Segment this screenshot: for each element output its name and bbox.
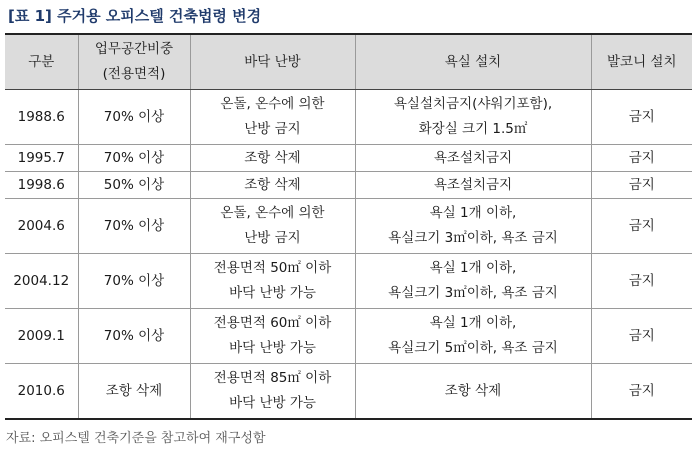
table-title: [표 1] 주거용 오피스텔 건축법령 변경 bbox=[8, 7, 262, 25]
cell-bathroom bbox=[355, 254, 591, 309]
regulation-table-container bbox=[5, 33, 692, 420]
cell-ratio: 50% 이상 bbox=[78, 172, 190, 199]
cell-ratio: 70% 이상 bbox=[78, 145, 190, 172]
cell-balcony: 금지 bbox=[591, 254, 692, 309]
cell-floor-heating bbox=[190, 254, 355, 309]
cell-bath-line1: 욕실 1개 이하, bbox=[429, 205, 517, 221]
cell-floor-line1: 전용면적 85㎡ 이하 bbox=[213, 370, 332, 386]
cell-bathroom bbox=[355, 199, 591, 254]
cell-bathroom bbox=[355, 309, 591, 364]
header-office-ratio-line2: (전용면적) bbox=[102, 66, 166, 82]
header-office-ratio-line1: 업무공간비중 bbox=[94, 41, 174, 57]
header-bathroom: 욕실 설치 bbox=[355, 34, 591, 90]
cell-period: 1988.6 bbox=[5, 90, 78, 145]
table-row bbox=[5, 145, 692, 172]
table-header-row bbox=[5, 34, 692, 90]
header-floor-heating: 바닥 난방 bbox=[190, 34, 355, 90]
cell-floor-line1: 전용면적 60㎡ 이하 bbox=[213, 315, 332, 331]
cell-floor-line1: 전용면적 50㎡ 이하 bbox=[213, 260, 332, 276]
header-office-ratio bbox=[78, 34, 190, 90]
cell-floor-line2: 바닥 난방 가능 bbox=[229, 285, 316, 301]
cell-period: 1998.6 bbox=[5, 172, 78, 199]
cell-bath-line1: 욕실 1개 이하, bbox=[429, 315, 517, 331]
cell-floor-heating: 조항 삭제 bbox=[190, 145, 355, 172]
cell-bath-line1: 욕실 1개 이하, bbox=[429, 260, 517, 276]
cell-floor-line1: 온돌, 온수에 의한 bbox=[220, 205, 325, 221]
cell-floor-line2: 바닥 난방 가능 bbox=[229, 340, 316, 356]
cell-floor-heating: 조항 삭제 bbox=[190, 172, 355, 199]
cell-balcony: 금지 bbox=[591, 145, 692, 172]
table-row bbox=[5, 254, 692, 309]
cell-bathroom bbox=[355, 90, 591, 145]
cell-period: 1995.7 bbox=[5, 145, 78, 172]
cell-floor-heating bbox=[190, 199, 355, 254]
cell-balcony: 금지 bbox=[591, 309, 692, 364]
cell-ratio: 70% 이상 bbox=[78, 90, 190, 145]
cell-balcony: 금지 bbox=[591, 172, 692, 199]
cell-floor-line2: 난방 금지 bbox=[244, 230, 301, 246]
cell-balcony: 금지 bbox=[591, 364, 692, 420]
table-row bbox=[5, 199, 692, 254]
regulation-table bbox=[5, 33, 692, 420]
source-note: 자료: 오피스텔 건축기준을 참고하여 재구성함 bbox=[6, 431, 266, 446]
cell-floor-line1: 온돌, 온수에 의한 bbox=[220, 96, 325, 112]
cell-bathroom: 욕조설치금지 bbox=[355, 145, 591, 172]
cell-bath-line2: 화장실 크기 1.5㎡ bbox=[418, 121, 528, 137]
cell-period: 2009.1 bbox=[5, 309, 78, 364]
cell-bath-line2: 욕실크기 5㎡이하, 욕조 금지 bbox=[388, 340, 558, 356]
header-period: 구분 bbox=[5, 34, 78, 90]
table-row bbox=[5, 309, 692, 364]
cell-balcony: 금지 bbox=[591, 90, 692, 145]
table-row bbox=[5, 90, 692, 145]
cell-period: 2004.6 bbox=[5, 199, 78, 254]
cell-bathroom: 조항 삭제 bbox=[355, 364, 591, 420]
cell-floor-line2: 바닥 난방 가능 bbox=[229, 395, 316, 411]
table-row bbox=[5, 364, 692, 420]
cell-ratio: 70% 이상 bbox=[78, 199, 190, 254]
table-row bbox=[5, 172, 692, 199]
header-balcony: 발코니 설치 bbox=[591, 34, 692, 90]
cell-bathroom: 욕조설치금지 bbox=[355, 172, 591, 199]
cell-ratio: 70% 이상 bbox=[78, 254, 190, 309]
cell-ratio: 70% 이상 bbox=[78, 309, 190, 364]
cell-floor-heating bbox=[190, 309, 355, 364]
cell-balcony: 금지 bbox=[591, 199, 692, 254]
cell-period: 2010.6 bbox=[5, 364, 78, 420]
cell-floor-line2: 난방 금지 bbox=[244, 121, 301, 137]
cell-bath-line1: 욕실설치금지(샤워기포함), bbox=[393, 96, 553, 112]
cell-bath-line2: 욕실크기 3㎡이하, 욕조 금지 bbox=[388, 230, 558, 246]
cell-ratio: 조항 삭제 bbox=[78, 364, 190, 420]
cell-floor-heating bbox=[190, 90, 355, 145]
cell-period: 2004.12 bbox=[5, 254, 78, 309]
cell-floor-heating bbox=[190, 364, 355, 420]
cell-bath-line2: 욕실크기 3㎡이하, 욕조 금지 bbox=[388, 285, 558, 301]
